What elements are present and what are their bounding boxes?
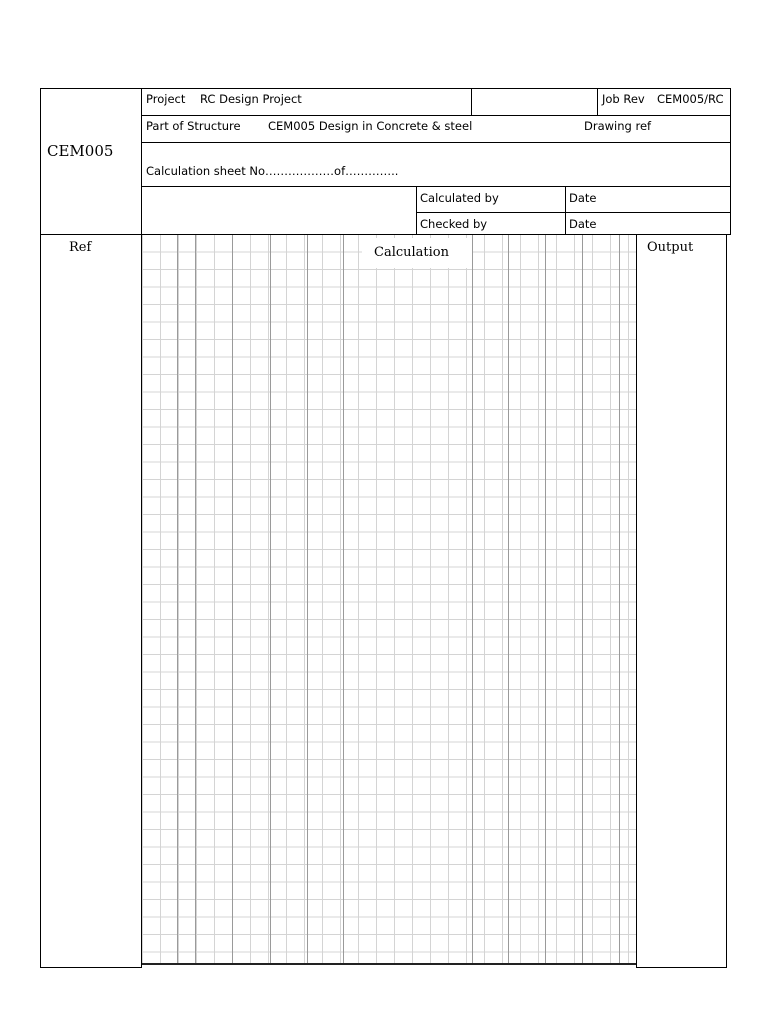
ref-column[interactable] [40,234,142,968]
date-label-2: Date [569,217,597,231]
grid-major-line [307,234,308,964]
checked-by-label: Checked by [420,217,488,231]
calculation-grid[interactable] [142,234,636,964]
calc-sheet-text: Calculation sheet No………………of………….. [146,164,399,178]
project-value: RC Design Project [200,92,302,106]
grid-major-line [195,234,196,964]
blank-cell[interactable] [471,88,598,116]
grid-major-line [545,234,546,964]
date-label-1: Date [569,191,597,205]
job-rev-value: CEM005/RC [657,92,724,106]
calculation-heading: Calculation [374,245,449,260]
grid-major-line [177,234,178,964]
grid-major-line [270,234,271,964]
grid-major-line [343,234,344,964]
grid-bottom-line [142,963,636,965]
grid-major-line [619,234,620,964]
course-code-cell [40,88,142,235]
job-rev-label: Job Rev [602,92,645,106]
structure-value: CEM005 Design in Concrete & steel [268,119,473,133]
course-code: CEM005 [47,142,114,160]
ref-heading: Ref [69,240,92,255]
structure-label: Part of Structure [146,119,241,133]
calculated-by-label: Calculated by [420,191,499,205]
grid-major-line [508,234,509,964]
grid-major-line [232,234,233,964]
grid-major-line [582,234,583,964]
output-heading: Output [647,240,694,255]
output-column[interactable] [636,234,727,968]
project-cell [141,88,472,116]
blank-info-cell[interactable] [141,186,417,235]
grid-major-line [472,234,473,964]
drawing-ref-label: Drawing ref [584,119,652,133]
project-label: Project [146,92,186,106]
